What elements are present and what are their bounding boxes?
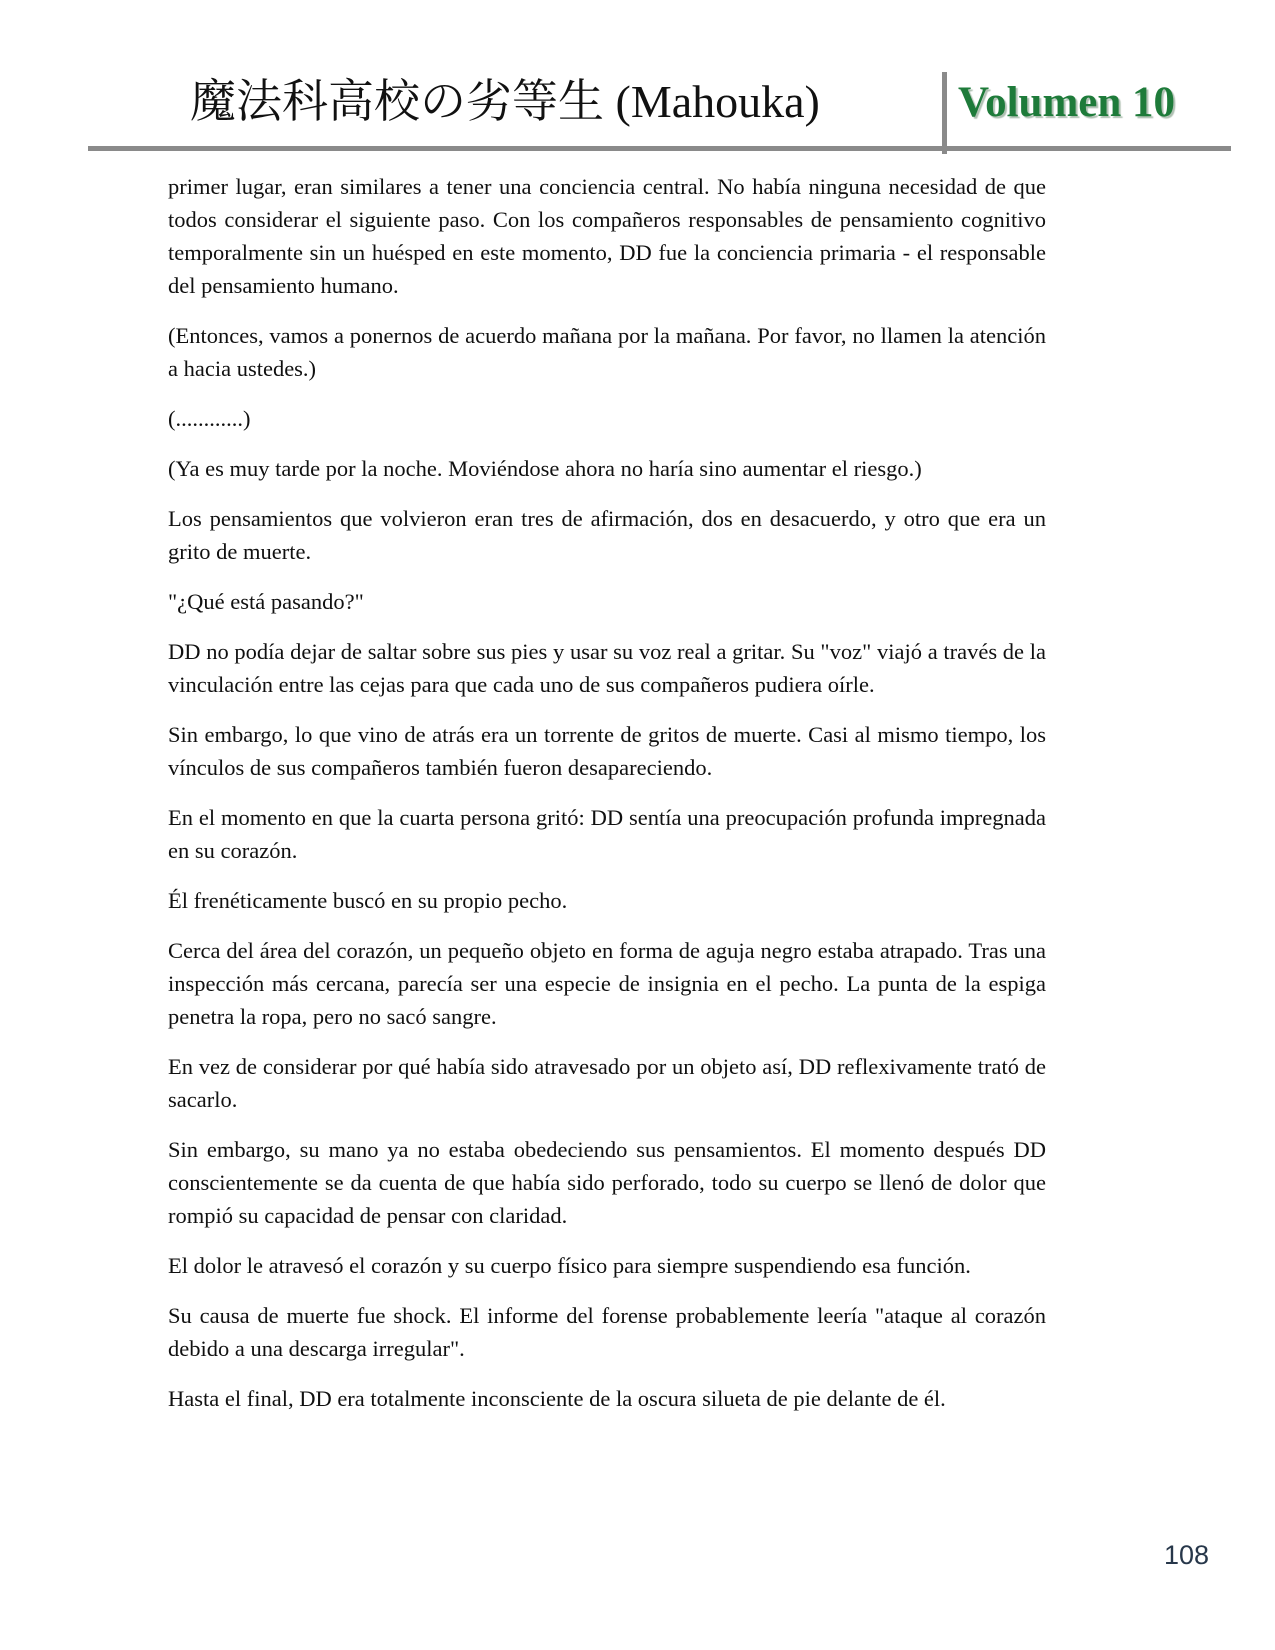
paragraph: El dolor le atravesó el corazón y su cuerpo físico para siempre suspendiendo esa función. [168,1253,971,1278]
paragraph: Sin embargo, su mano ya no estaba obedeciendo sus pensamientos. El momento después DD conscientemente se da cuenta de que había sido perforado, todo su cuerpo se llenó de dolor que rompió su capacidad de pensar con claridad. [168,1137,1046,1228]
paragraph: Su causa de muerte fue shock. El informe del forense probablemente leería "ataque al corazón debido a una descarga irregular". [168,1303,1046,1361]
paragraph: DD no podía dejar de saltar sobre sus pies y usar su voz real a gritar. Su "voz" viajó a través de la vinculación entre las cejas para que cada uno de sus compañeros pudiera oírle. [168,639,1046,697]
paragraph: En vez de considerar por qué había sido atravesado por un objeto así, DD reflexivamente trató de sacarlo. [168,1054,1046,1112]
paragraph: Sin embargo, lo que vino de atrás era un torrente de gritos de muerte. Casi al mismo tiempo, los vínculos de sus compañeros también fueron desapareciendo. [168,722,1046,780]
paragraph: (............) [168,406,251,431]
paragraph: Hasta el final, DD era totalmente inconsciente de la oscura silueta de pie delante de él. [168,1386,946,1411]
paragraph: Los pensamientos que volvieron eran tres de afirmación, dos en desacuerdo, y otro que era un grito de muerte. [168,506,1046,564]
paragraph: (Entonces, vamos a ponernos de acuerdo mañana por la mañana. Por favor, no llamen la atención a hacia ustedes.) [168,323,1046,381]
paragraph: En el momento en que la cuarta persona gritó: DD sentía una preocupación profunda impregnada en su corazón. [168,805,1046,863]
paragraph: primer lugar, eran similares a tener una conciencia central. No había ninguna necesidad de que todos considerar el siguiente paso. Con los compañeros responsables de pensamiento cognitivo temporalmente sin un huésped en este momento, DD fue la conciencia primaria - el responsable del pensamiento humano. [168,174,1046,298]
page-number: 108 [1163,1540,1209,1570]
volume-label: Volumen 10 [958,79,1176,126]
header-divider [942,72,947,154]
page-body [168,170,1046,1432]
header-rule [88,146,1231,151]
paragraph: (Ya es muy tarde por la noche. Moviéndose ahora no haría sino aumentar el riesgo.) [168,456,922,481]
paragraph: "¿Qué está pasando?" [168,589,364,614]
paragraph: Él frenéticamente buscó en su propio pecho. [168,888,568,913]
paragraph: Cerca del área del corazón, un pequeño objeto en forma de aguja negro estaba atrapado. Tras una inspección más cercana, parecía ser una especie de insignia en el pecho. La punta de la espiga penetra la ropa, pero no sacó sangre. [168,938,1046,1029]
document-title: 魔法科高校の劣等生 (Mahouka) [190,76,820,127]
